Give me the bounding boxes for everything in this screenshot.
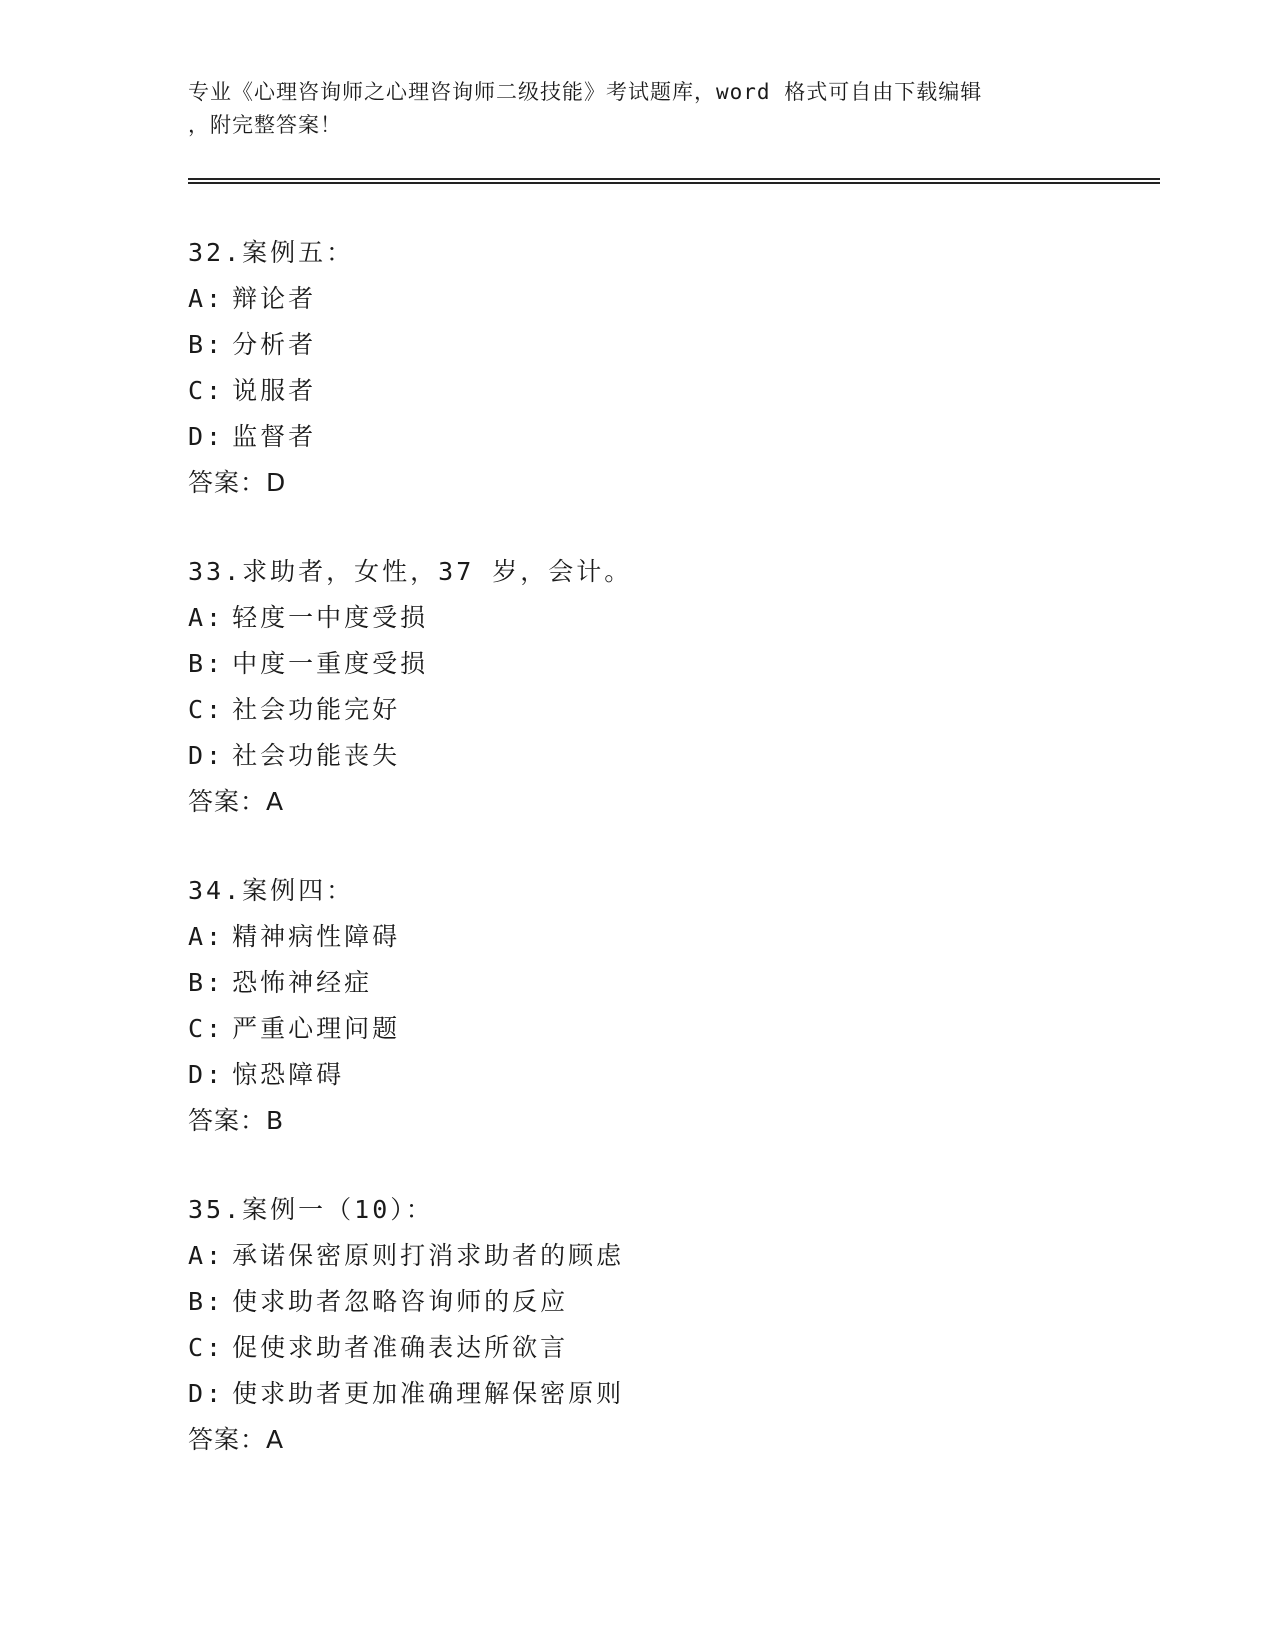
option-text: 说服者: [232, 376, 317, 405]
option-letter: B:: [188, 1287, 225, 1316]
option-text: 监督者: [232, 422, 317, 451]
option-c: [188, 368, 1088, 414]
question-stem: 32.案例五：: [188, 238, 355, 267]
option-b: [188, 960, 1088, 1006]
option-d: [188, 1052, 1088, 1098]
option-text: 轻度一中度受损: [232, 603, 429, 632]
question-35: [188, 1187, 1088, 1463]
option-letter: D:: [188, 741, 225, 770]
question-32: [188, 230, 1088, 506]
option-a: [188, 1233, 1088, 1279]
option-letter: C:: [188, 1333, 225, 1362]
option-letter: C:: [188, 695, 225, 724]
question-33: [188, 549, 1088, 825]
option-text: 使求助者忽略咨询师的反应: [232, 1287, 569, 1316]
document-header: [188, 76, 1088, 142]
option-text: 精神病性障碍: [232, 922, 401, 951]
option-letter: C:: [188, 1014, 225, 1043]
option-letter: B:: [188, 330, 225, 359]
option-text: 严重心理问题: [232, 1014, 401, 1043]
option-text: 惊恐障碍: [232, 1060, 345, 1089]
option-c: [188, 687, 1088, 733]
option-d: [188, 733, 1088, 779]
option-letter: A:: [188, 922, 225, 951]
option-a: [188, 914, 1088, 960]
option-c: [188, 1325, 1088, 1371]
question-stem: 34.案例四：: [188, 876, 355, 905]
question-stem: 33.求助者，女性，37 岁，会计。: [188, 557, 633, 586]
header-line-1: 专业《心理咨询师之心理咨询师二级技能》考试题库，word 格式可自由下载编辑: [188, 80, 983, 104]
option-letter: D:: [188, 422, 225, 451]
option-d: [188, 1371, 1088, 1417]
header-divider: [188, 178, 1160, 184]
option-letter: B:: [188, 649, 225, 678]
header-line-2: ，附完整答案！: [188, 113, 342, 137]
option-text: 中度一重度受损: [232, 649, 429, 678]
answer-line: 答案：A: [188, 787, 285, 816]
option-a: [188, 595, 1088, 641]
option-text: 促使求助者准确表达所欲言: [232, 1333, 569, 1362]
option-text: 承诺保密原则打消求助者的顾虑: [232, 1241, 625, 1270]
option-letter: D:: [188, 1060, 225, 1089]
option-c: [188, 1006, 1088, 1052]
answer-line: 答案：D: [188, 468, 287, 497]
option-text: 使求助者更加准确理解保密原则: [232, 1379, 625, 1408]
answer-line: 答案：B: [188, 1106, 285, 1135]
option-letter: A:: [188, 1241, 225, 1270]
question-stem: 35.案例一（10）：: [188, 1195, 434, 1224]
option-letter: A:: [188, 284, 225, 313]
option-text: 分析者: [232, 330, 317, 359]
option-letter: A:: [188, 603, 225, 632]
answer-line: 答案：A: [188, 1425, 285, 1454]
option-b: [188, 1279, 1088, 1325]
option-b: [188, 641, 1088, 687]
option-text: 社会功能完好: [232, 695, 401, 724]
option-text: 辩论者: [232, 284, 317, 313]
option-letter: C:: [188, 376, 225, 405]
question-34: [188, 868, 1088, 1144]
option-b: [188, 322, 1088, 368]
option-letter: D:: [188, 1379, 225, 1408]
option-text: 恐怖神经症: [232, 968, 373, 997]
option-letter: B:: [188, 968, 225, 997]
option-d: [188, 414, 1088, 460]
option-a: [188, 276, 1088, 322]
option-text: 社会功能丧失: [232, 741, 401, 770]
